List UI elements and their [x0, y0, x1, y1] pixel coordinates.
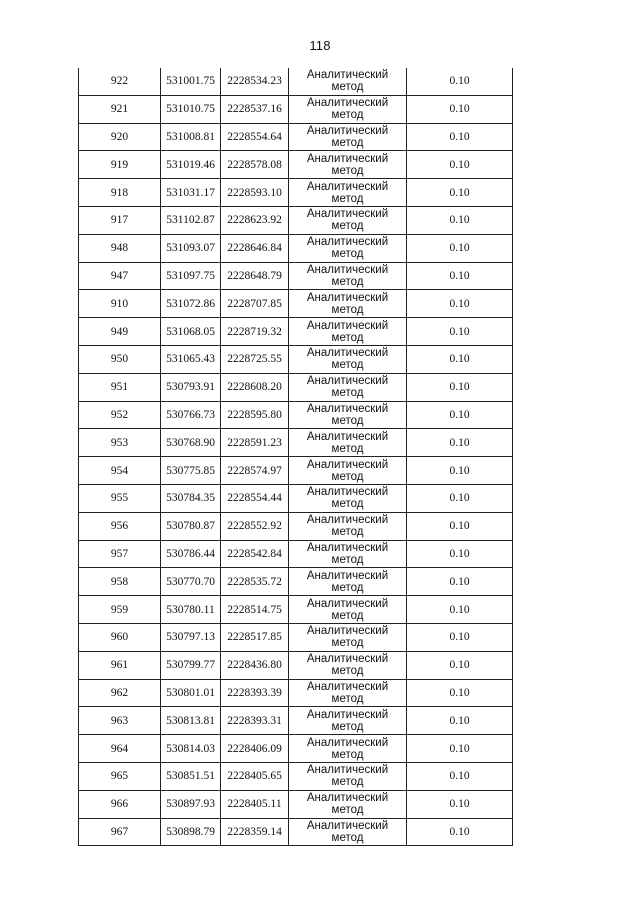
method-cell: [289, 95, 407, 123]
x-coordinate-cell: 531031.17: [161, 179, 221, 207]
x-coordinate-cell: 530766.73: [161, 401, 221, 429]
accuracy-cell: 0.10: [407, 262, 513, 290]
accuracy-cell: 0.10: [407, 373, 513, 401]
method-label-line2: метод: [331, 526, 364, 539]
method-label-line2: метод: [331, 776, 364, 789]
method-cell: [289, 790, 407, 818]
method-cell: [289, 707, 407, 735]
method-label-line2: метод: [331, 665, 364, 678]
table-row: [79, 596, 513, 624]
point-number-cell: 962: [79, 679, 161, 707]
y-coordinate-cell: 2228406.09: [221, 735, 289, 763]
method-label-line2: метод: [331, 637, 364, 650]
method-cell: [289, 623, 407, 651]
method-label-line1: Аналитический: [306, 597, 389, 610]
accuracy-cell: 0.10: [407, 762, 513, 790]
method-label-line2: метод: [331, 692, 364, 705]
x-coordinate-cell: 531097.75: [161, 262, 221, 290]
accuracy-cell: 0.10: [407, 206, 513, 234]
table-row: [79, 373, 513, 401]
method-cell: [289, 179, 407, 207]
method-label-line1: Аналитический: [306, 263, 389, 276]
y-coordinate-cell: 2228648.79: [221, 262, 289, 290]
method-label-line1: Аналитический: [306, 486, 389, 499]
point-number-cell: 966: [79, 790, 161, 818]
point-number-cell: 961: [79, 651, 161, 679]
point-number-cell: 960: [79, 623, 161, 651]
y-coordinate-cell: 2228517.85: [221, 623, 289, 651]
y-coordinate-cell: 2228725.55: [221, 345, 289, 373]
method-cell: [289, 318, 407, 346]
method-label-line1: Аналитический: [306, 402, 389, 415]
x-coordinate-cell: 530898.79: [161, 818, 221, 846]
x-coordinate-cell: 530801.01: [161, 679, 221, 707]
point-number-cell: 959: [79, 596, 161, 624]
table-row: [79, 429, 513, 457]
method-cell: [289, 373, 407, 401]
accuracy-cell: 0.10: [407, 318, 513, 346]
point-number-cell: 967: [79, 818, 161, 846]
table-row: [79, 707, 513, 735]
y-coordinate-cell: 2228436.80: [221, 651, 289, 679]
method-cell: [289, 151, 407, 179]
point-number-cell: 951: [79, 373, 161, 401]
method-cell: [289, 735, 407, 763]
method-label-line1: Аналитический: [306, 569, 389, 582]
table-row: [79, 484, 513, 512]
table-row: [79, 151, 513, 179]
x-coordinate-cell: 531010.75: [161, 95, 221, 123]
x-coordinate-cell: 531072.86: [161, 290, 221, 318]
method-label-line2: метод: [331, 220, 364, 233]
method-cell: [289, 484, 407, 512]
point-number-cell: 947: [79, 262, 161, 290]
accuracy-cell: 0.10: [407, 568, 513, 596]
method-label-line2: метод: [331, 81, 364, 94]
accuracy-cell: 0.10: [407, 179, 513, 207]
method-label-line1: Аналитический: [306, 736, 389, 749]
point-number-cell: 917: [79, 206, 161, 234]
method-cell: [289, 651, 407, 679]
accuracy-cell: 0.10: [407, 345, 513, 373]
method-label-line2: метод: [331, 498, 364, 511]
method-cell: [289, 457, 407, 485]
method-label-line2: метод: [331, 387, 364, 400]
x-coordinate-cell: 530799.77: [161, 651, 221, 679]
point-number-cell: 920: [79, 123, 161, 151]
point-number-cell: 964: [79, 735, 161, 763]
method-label-line2: метод: [331, 748, 364, 761]
page-number: 118: [309, 38, 331, 53]
accuracy-cell: 0.10: [407, 123, 513, 151]
x-coordinate-cell: 530786.44: [161, 540, 221, 568]
table-row: [79, 206, 513, 234]
y-coordinate-cell: 2228595.80: [221, 401, 289, 429]
method-label-line2: метод: [331, 164, 364, 177]
y-coordinate-cell: 2228534.23: [221, 68, 289, 95]
method-cell: [289, 401, 407, 429]
method-cell: [289, 234, 407, 262]
table-row: [79, 318, 513, 346]
method-label-line1: Аналитический: [306, 819, 389, 832]
y-coordinate-cell: 2228623.92: [221, 206, 289, 234]
accuracy-cell: 0.10: [407, 651, 513, 679]
method-label-line2: метод: [331, 831, 364, 844]
method-cell: [289, 68, 407, 95]
point-number-cell: 950: [79, 345, 161, 373]
method-label-line1: Аналитический: [306, 180, 389, 193]
accuracy-cell: 0.10: [407, 429, 513, 457]
point-number-cell: 954: [79, 457, 161, 485]
y-coordinate-cell: 2228535.72: [221, 568, 289, 596]
accuracy-cell: 0.10: [407, 735, 513, 763]
accuracy-cell: 0.10: [407, 623, 513, 651]
table-row: [79, 735, 513, 763]
x-coordinate-cell: 530793.91: [161, 373, 221, 401]
point-number-cell: 955: [79, 484, 161, 512]
accuracy-cell: 0.10: [407, 290, 513, 318]
x-coordinate-cell: 530768.90: [161, 429, 221, 457]
method-cell: [289, 290, 407, 318]
accuracy-cell: 0.10: [407, 234, 513, 262]
method-label-line1: Аналитический: [306, 708, 389, 721]
method-label-line1: Аналитический: [306, 514, 389, 527]
method-label-line1: Аналитический: [306, 792, 389, 805]
accuracy-cell: 0.10: [407, 401, 513, 429]
method-label-line1: Аналитический: [306, 430, 389, 443]
method-cell: [289, 206, 407, 234]
point-number-cell: 949: [79, 318, 161, 346]
method-label-line2: метод: [331, 192, 364, 205]
point-number-cell: 958: [79, 568, 161, 596]
method-label-line1: Аналитический: [306, 236, 389, 249]
x-coordinate-cell: 530897.93: [161, 790, 221, 818]
y-coordinate-cell: 2228578.08: [221, 151, 289, 179]
accuracy-cell: 0.10: [407, 95, 513, 123]
x-coordinate-cell: 531019.46: [161, 151, 221, 179]
table-row: [79, 568, 513, 596]
point-number-cell: 963: [79, 707, 161, 735]
method-label-line1: Аналитический: [306, 764, 389, 777]
method-label-line1: Аналитический: [306, 208, 389, 221]
method-cell: [289, 679, 407, 707]
y-coordinate-cell: 2228574.97: [221, 457, 289, 485]
x-coordinate-cell: 530851.51: [161, 762, 221, 790]
method-label-line1: Аналитический: [306, 319, 389, 332]
table-row: [79, 457, 513, 485]
point-number-cell: 921: [79, 95, 161, 123]
method-cell: [289, 123, 407, 151]
table-row: [79, 540, 513, 568]
point-number-cell: 919: [79, 151, 161, 179]
point-number-cell: 953: [79, 429, 161, 457]
method-label-line2: метод: [331, 331, 364, 344]
method-label-line2: метод: [331, 248, 364, 261]
x-coordinate-cell: 530780.87: [161, 512, 221, 540]
point-number-cell: 918: [79, 179, 161, 207]
y-coordinate-cell: 2228591.23: [221, 429, 289, 457]
method-label-line2: метод: [331, 442, 364, 455]
x-coordinate-cell: 531093.07: [161, 234, 221, 262]
accuracy-cell: 0.10: [407, 790, 513, 818]
y-coordinate-cell: 2228405.65: [221, 762, 289, 790]
table-row: [79, 262, 513, 290]
table-row: [79, 651, 513, 679]
point-number-cell: 957: [79, 540, 161, 568]
y-coordinate-cell: 2228552.92: [221, 512, 289, 540]
y-coordinate-cell: 2228646.84: [221, 234, 289, 262]
y-coordinate-cell: 2228393.31: [221, 707, 289, 735]
method-label-line1: Аналитический: [306, 680, 389, 693]
point-number-cell: 952: [79, 401, 161, 429]
method-cell: [289, 818, 407, 846]
point-number-cell: 956: [79, 512, 161, 540]
y-coordinate-cell: 2228405.11: [221, 790, 289, 818]
method-label-line2: метод: [331, 414, 364, 427]
method-label-line2: метод: [331, 609, 364, 622]
x-coordinate-cell: 531068.05: [161, 318, 221, 346]
table-row: [79, 123, 513, 151]
method-label-line2: метод: [331, 275, 364, 288]
accuracy-cell: 0.10: [407, 151, 513, 179]
x-coordinate-cell: 531001.75: [161, 68, 221, 95]
method-label-line2: метод: [331, 136, 364, 149]
method-label-line1: Аналитический: [306, 124, 389, 137]
table-row: [79, 95, 513, 123]
method-label-line1: Аналитический: [306, 69, 389, 82]
accuracy-cell: 0.10: [407, 679, 513, 707]
table-row: [79, 401, 513, 429]
coordinates-table: [78, 68, 513, 846]
y-coordinate-cell: 2228593.10: [221, 179, 289, 207]
method-label-line1: Аналитический: [306, 291, 389, 304]
method-label-line2: метод: [331, 553, 364, 566]
x-coordinate-cell: 530813.81: [161, 707, 221, 735]
y-coordinate-cell: 2228393.39: [221, 679, 289, 707]
table-row: [79, 790, 513, 818]
method-label-line1: Аналитический: [306, 653, 389, 666]
y-coordinate-cell: 2228554.44: [221, 484, 289, 512]
y-coordinate-cell: 2228537.16: [221, 95, 289, 123]
method-label-line1: Аналитический: [306, 625, 389, 638]
accuracy-cell: 0.10: [407, 596, 513, 624]
x-coordinate-cell: 530784.35: [161, 484, 221, 512]
table-row: [79, 623, 513, 651]
method-cell: [289, 345, 407, 373]
y-coordinate-cell: 2228719.32: [221, 318, 289, 346]
method-cell: [289, 262, 407, 290]
x-coordinate-cell: 530780.11: [161, 596, 221, 624]
method-label-line1: Аналитический: [306, 152, 389, 165]
method-label-line1: Аналитический: [306, 347, 389, 360]
method-label-line1: Аналитический: [306, 458, 389, 471]
method-label-line2: метод: [331, 359, 364, 372]
x-coordinate-cell: 531102.87: [161, 206, 221, 234]
method-label-line1: Аналитический: [306, 375, 389, 388]
table-row: [79, 345, 513, 373]
table-row: [79, 234, 513, 262]
x-coordinate-cell: 531008.81: [161, 123, 221, 151]
method-cell: [289, 512, 407, 540]
x-coordinate-cell: 530797.13: [161, 623, 221, 651]
point-number-cell: 965: [79, 762, 161, 790]
y-coordinate-cell: 2228359.14: [221, 818, 289, 846]
coordinates-table-body: [79, 68, 513, 846]
method-label-line2: метод: [331, 109, 364, 122]
accuracy-cell: 0.10: [407, 512, 513, 540]
accuracy-cell: 0.10: [407, 818, 513, 846]
x-coordinate-cell: 530814.03: [161, 735, 221, 763]
accuracy-cell: 0.10: [407, 457, 513, 485]
table-row: [79, 762, 513, 790]
method-label-line1: Аналитический: [306, 97, 389, 110]
accuracy-cell: 0.10: [407, 68, 513, 95]
table-row: [79, 179, 513, 207]
method-label-line2: метод: [331, 720, 364, 733]
table-row: [79, 68, 513, 95]
y-coordinate-cell: 2228608.20: [221, 373, 289, 401]
accuracy-cell: 0.10: [407, 484, 513, 512]
point-number-cell: 910: [79, 290, 161, 318]
method-cell: [289, 429, 407, 457]
accuracy-cell: 0.10: [407, 540, 513, 568]
table-row: [79, 818, 513, 846]
method-cell: [289, 596, 407, 624]
method-label-line2: метод: [331, 581, 364, 594]
y-coordinate-cell: 2228554.64: [221, 123, 289, 151]
method-label-line2: метод: [331, 470, 364, 483]
method-label-line2: метод: [331, 303, 364, 316]
table-row: [79, 679, 513, 707]
point-number-cell: 948: [79, 234, 161, 262]
y-coordinate-cell: 2228542.84: [221, 540, 289, 568]
accuracy-cell: 0.10: [407, 707, 513, 735]
y-coordinate-cell: 2228514.75: [221, 596, 289, 624]
y-coordinate-cell: 2228707.85: [221, 290, 289, 318]
point-number-cell: 922: [79, 68, 161, 95]
x-coordinate-cell: 530770.70: [161, 568, 221, 596]
method-label-line1: Аналитический: [306, 541, 389, 554]
method-cell: [289, 568, 407, 596]
x-coordinate-cell: 530775.85: [161, 457, 221, 485]
method-cell: [289, 540, 407, 568]
table-row: [79, 512, 513, 540]
x-coordinate-cell: 531065.43: [161, 345, 221, 373]
method-label-line2: метод: [331, 804, 364, 817]
table-row: [79, 290, 513, 318]
method-cell: [289, 762, 407, 790]
